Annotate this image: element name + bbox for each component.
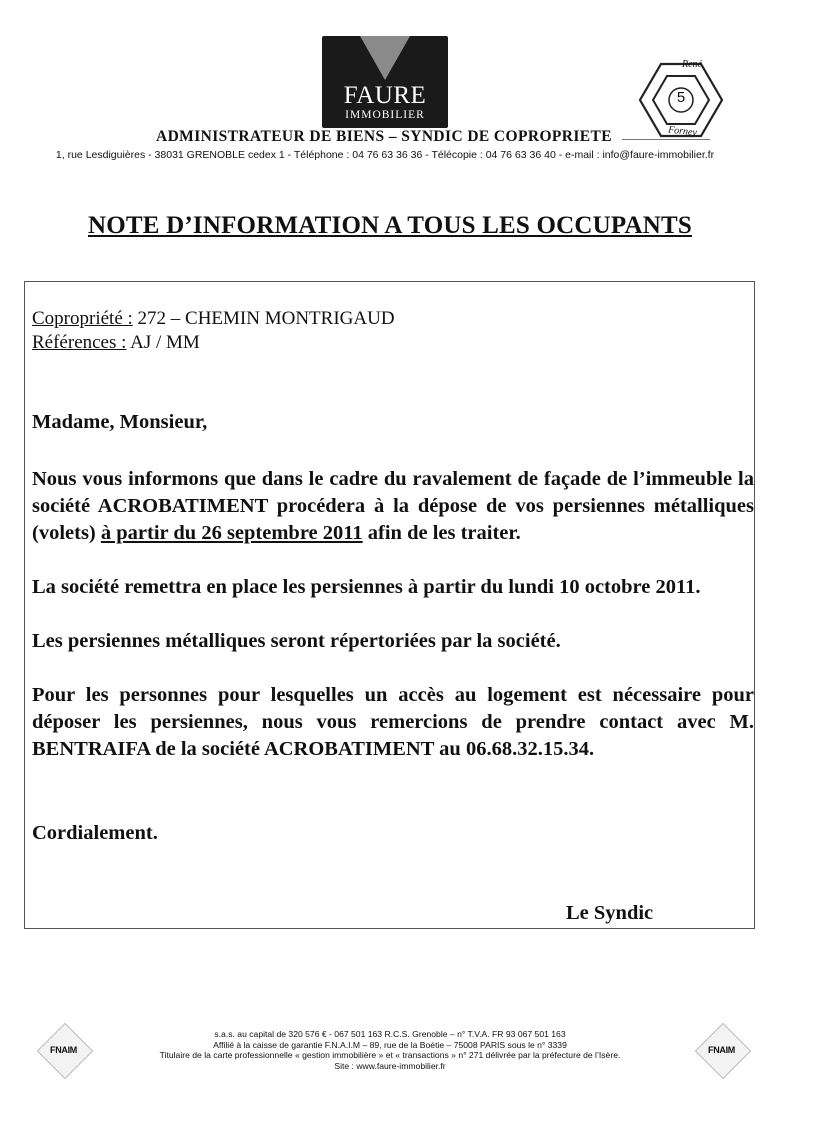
paragraph-1	[32, 466, 754, 547]
logo-brand: FAURE	[343, 82, 427, 109]
footer-line-2: Affilié à la caisse de garantie F.N.A.I.M – 89, rue de la Boétie – 75008 PARIS sous le n° 3339	[213, 1039, 567, 1050]
footer-line-3: Titulaire de la carte professionnelle « gestion immobilière » et « transactions » n° 271 délivrée par la préfecture de l’Isère.	[159, 1050, 621, 1061]
copropriete-label: Copropriété :	[32, 308, 133, 329]
references-label: Références :	[32, 332, 127, 353]
faure-immobilier-logo	[322, 36, 448, 128]
subtitle-rule	[622, 139, 710, 140]
stamp-bottom-text: Forney	[667, 124, 698, 139]
footer-line-4: Site : www.faure-immobilier.fr	[334, 1060, 446, 1071]
paragraph-1-text-b: afin de les traiter.	[362, 522, 521, 544]
greeting: Madame, Monsieur,	[32, 411, 208, 433]
footer-line-1: s.a.s. au capital de 320 576 € - 067 501 163 R.C.S. Grenoble – n° T.V.A. FR 93 067 501 163	[214, 1029, 566, 1039]
paragraph-2: La société remettra en place les persiennes à partir du lundi 10 octobre 2011.	[32, 576, 701, 598]
paragraph-3: Les persiennes métalliques seront répertoriées par la société.	[32, 630, 561, 652]
copropriete-line	[32, 308, 395, 330]
paragraph-4: Pour les personnes pour lesquelles un accès au logement est nécessaire pour déposer les persiennes, nous vous remercions de prendre contact avec M. BENTRAIFA de la société ACROBATIMENT au 06.68.32.15.34.	[32, 684, 754, 760]
legal-footer	[120, 1029, 660, 1071]
references-value: AJ / MM	[126, 332, 200, 353]
page-title: NOTE D’INFORMATION A TOUS LES OCCUPANTS	[88, 212, 692, 239]
company-address: 1, rue Lesdiguières - 38031 GRENOBLE cedex 1 - Téléphone : 04 76 63 36 36 - Télécopie : 04 76 63 36 40 - e-mail : info@faure-immobilier.fr	[55, 149, 715, 161]
copropriete-value: 272 – CHEMIN MONTRIGAUD	[132, 308, 395, 329]
stamp-number: 5	[676, 89, 686, 106]
signature: Le Syndic	[566, 902, 654, 924]
logo-subtitle: IMMOBILIER	[345, 109, 425, 121]
logo-triangle-icon	[360, 36, 410, 80]
stamp-top-text: René	[682, 59, 702, 70]
references-line	[32, 332, 200, 354]
fnaim-left-label: FNAIM	[50, 1045, 77, 1055]
fnaim-right-label: FNAIM	[708, 1045, 735, 1055]
paragraph-1-text-a: Nous vous informons que dans le cadre du ravalement de façade de l’immeuble la société ACROBATIMENT procédera à la dépose de vos persiennes métalliques (volets)	[32, 468, 754, 544]
closing: Cordialement.	[32, 822, 158, 844]
company-subtitle: ADMINISTRATEUR DE BIENS – SYNDIC DE COPROPRIETE	[155, 128, 613, 145]
paragraph-1-date: à partir du 26 septembre 2011	[100, 522, 363, 544]
